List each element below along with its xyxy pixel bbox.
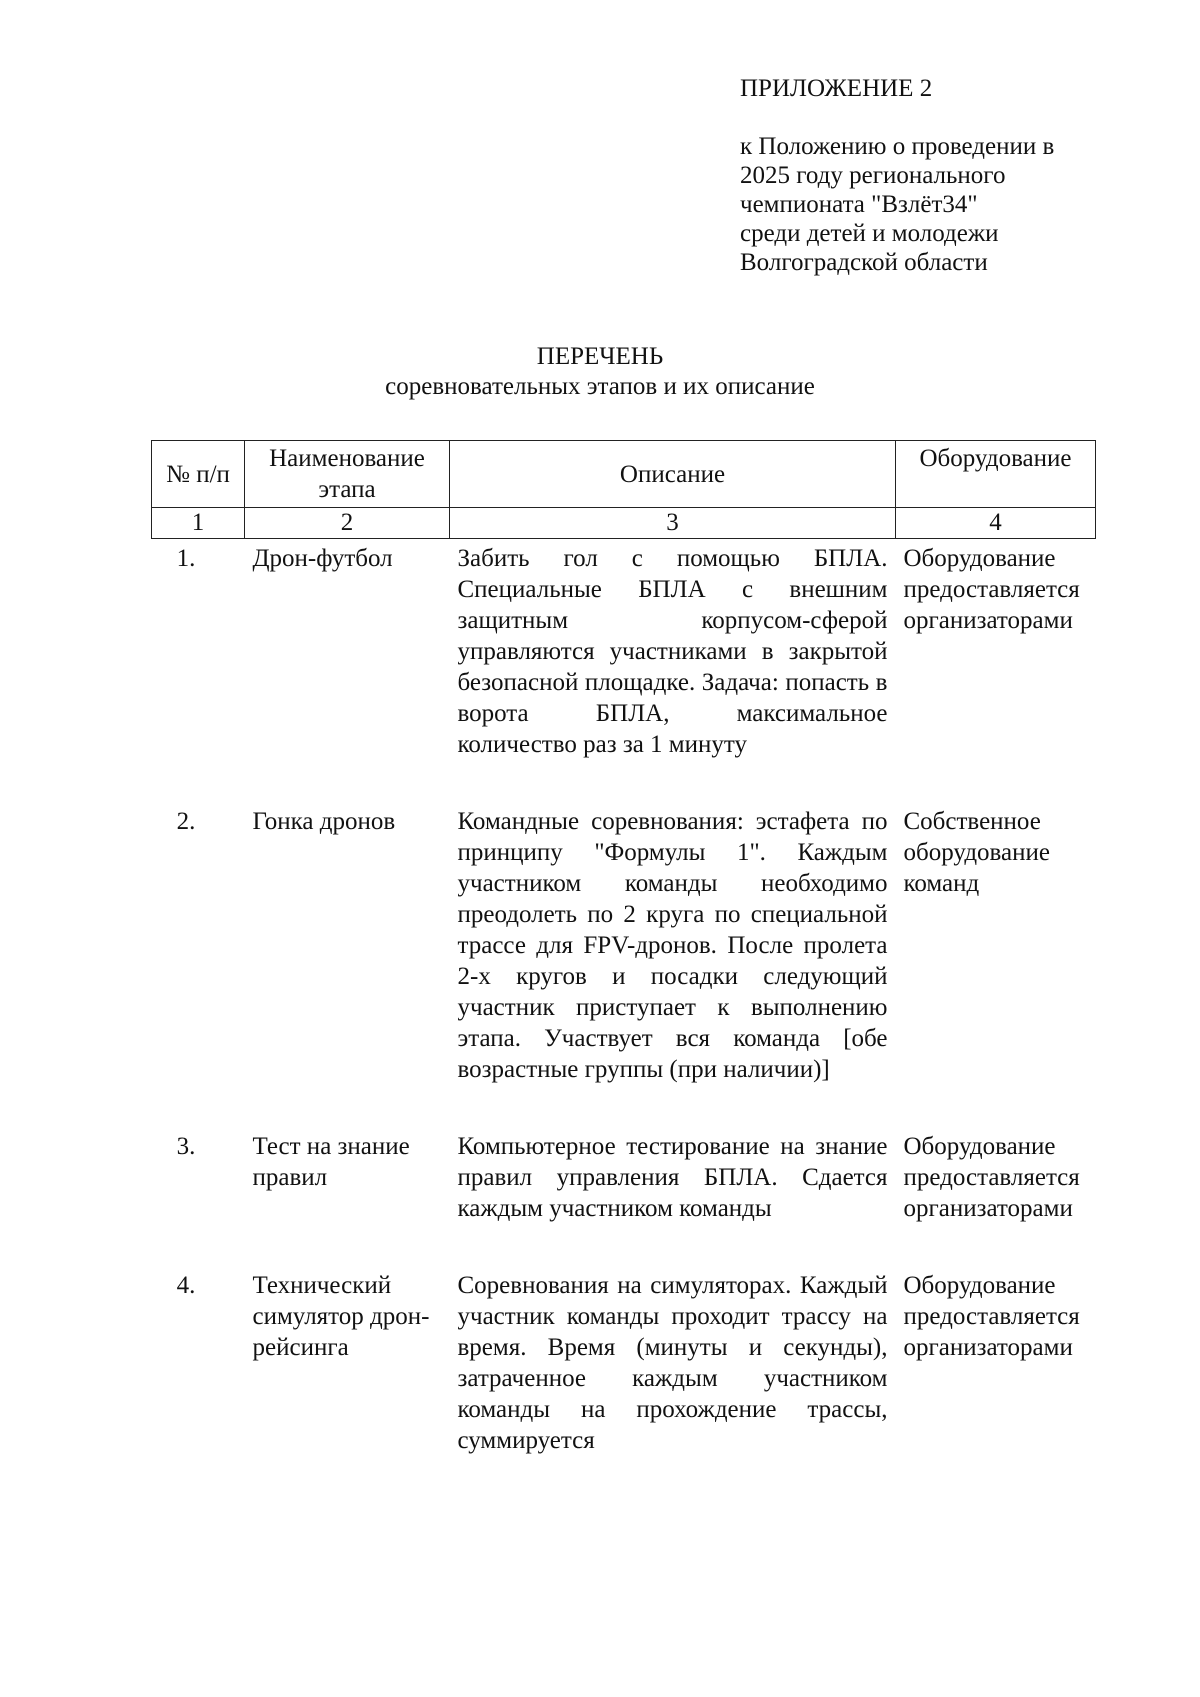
document-title: ПЕРЕЧЕНЬ (536, 343, 664, 370)
document-subtitle: соревновательных этапов и их описание (385, 373, 815, 400)
table-header-row (152, 441, 1096, 508)
table-row (152, 1264, 1096, 1496)
row-number: 2. (176, 808, 196, 835)
header-num: № п/п (152, 441, 245, 508)
row-stage-name: Тест на знание правил (252, 1133, 410, 1191)
column-number: 2 (245, 508, 450, 539)
row-number: 4. (176, 1272, 196, 1299)
row-description: Командные соревнования: эстафета по принципу "Формулы 1". Каждым участником команды необходимо преодолеть по 2 круга по специальной трассе для FPV-дронов. После пролета 2-х кругов и посадки следующий участник приступает к выполнению этапа. Участвует вся команда [обе возрастные группы (при наличии)] (457, 808, 888, 1083)
row-equipment: Оборудование предоставляется организаторами (903, 1133, 1080, 1222)
table-row (152, 1125, 1096, 1264)
appendix-block (740, 74, 1140, 277)
header-description: Описание (450, 441, 896, 508)
appendix-line: чемпионата "Взлёт34" (740, 191, 978, 218)
row-stage-name: Дрон-футбол (252, 545, 393, 572)
row-equipment: Оборудование предоставляется организаторами (903, 545, 1080, 634)
header-equipment: Оборудование (896, 441, 1096, 508)
row-stage-name: Гонка дронов (252, 808, 396, 835)
header-name: Наименование этапа (245, 441, 450, 508)
row-equipment: Оборудование предоставляется организаторами (903, 1272, 1080, 1361)
row-description: Компьютерное тестирование на знание правил управления БПЛА. Сдается каждым участником команды (457, 1133, 888, 1222)
column-number: 4 (896, 508, 1096, 539)
row-description: Забить гол с помощью БПЛА. Специальные БПЛА с внешним защитным корпусом-сферой управляются участниками в закрытой безопасной площадке. Задача: попасть в ворота БПЛА, максимальное количество раз за 1 минуту (457, 545, 888, 758)
appendix-line: к Положению о проведении в (740, 133, 1055, 160)
appendix-heading: ПРИЛОЖЕНИЕ 2 (740, 75, 933, 102)
row-number: 3. (176, 1133, 196, 1160)
table-row (152, 539, 1096, 801)
document-title-block (0, 342, 1200, 402)
appendix-line: среди детей и молодежи (740, 220, 999, 247)
appendix-line: Волгоградской области (740, 249, 988, 276)
row-description: Соревнования на симуляторах. Каждый участник команды проходит трассу на время. Время (минуты и секунды), затраченное каждым участником команды на прохождение трассы, суммируется (457, 1272, 888, 1454)
appendix-line: 2025 году регионального (740, 162, 1006, 189)
row-number: 1. (176, 545, 196, 572)
row-stage-name: Технический симулятор дрон-рейсинга (252, 1272, 430, 1361)
column-number-row (152, 508, 1096, 539)
column-number: 1 (152, 508, 245, 539)
row-equipment: Собственное оборудование команд (903, 808, 1050, 897)
column-number: 3 (450, 508, 896, 539)
stages-table (151, 440, 1096, 1496)
table-row (152, 800, 1096, 1125)
